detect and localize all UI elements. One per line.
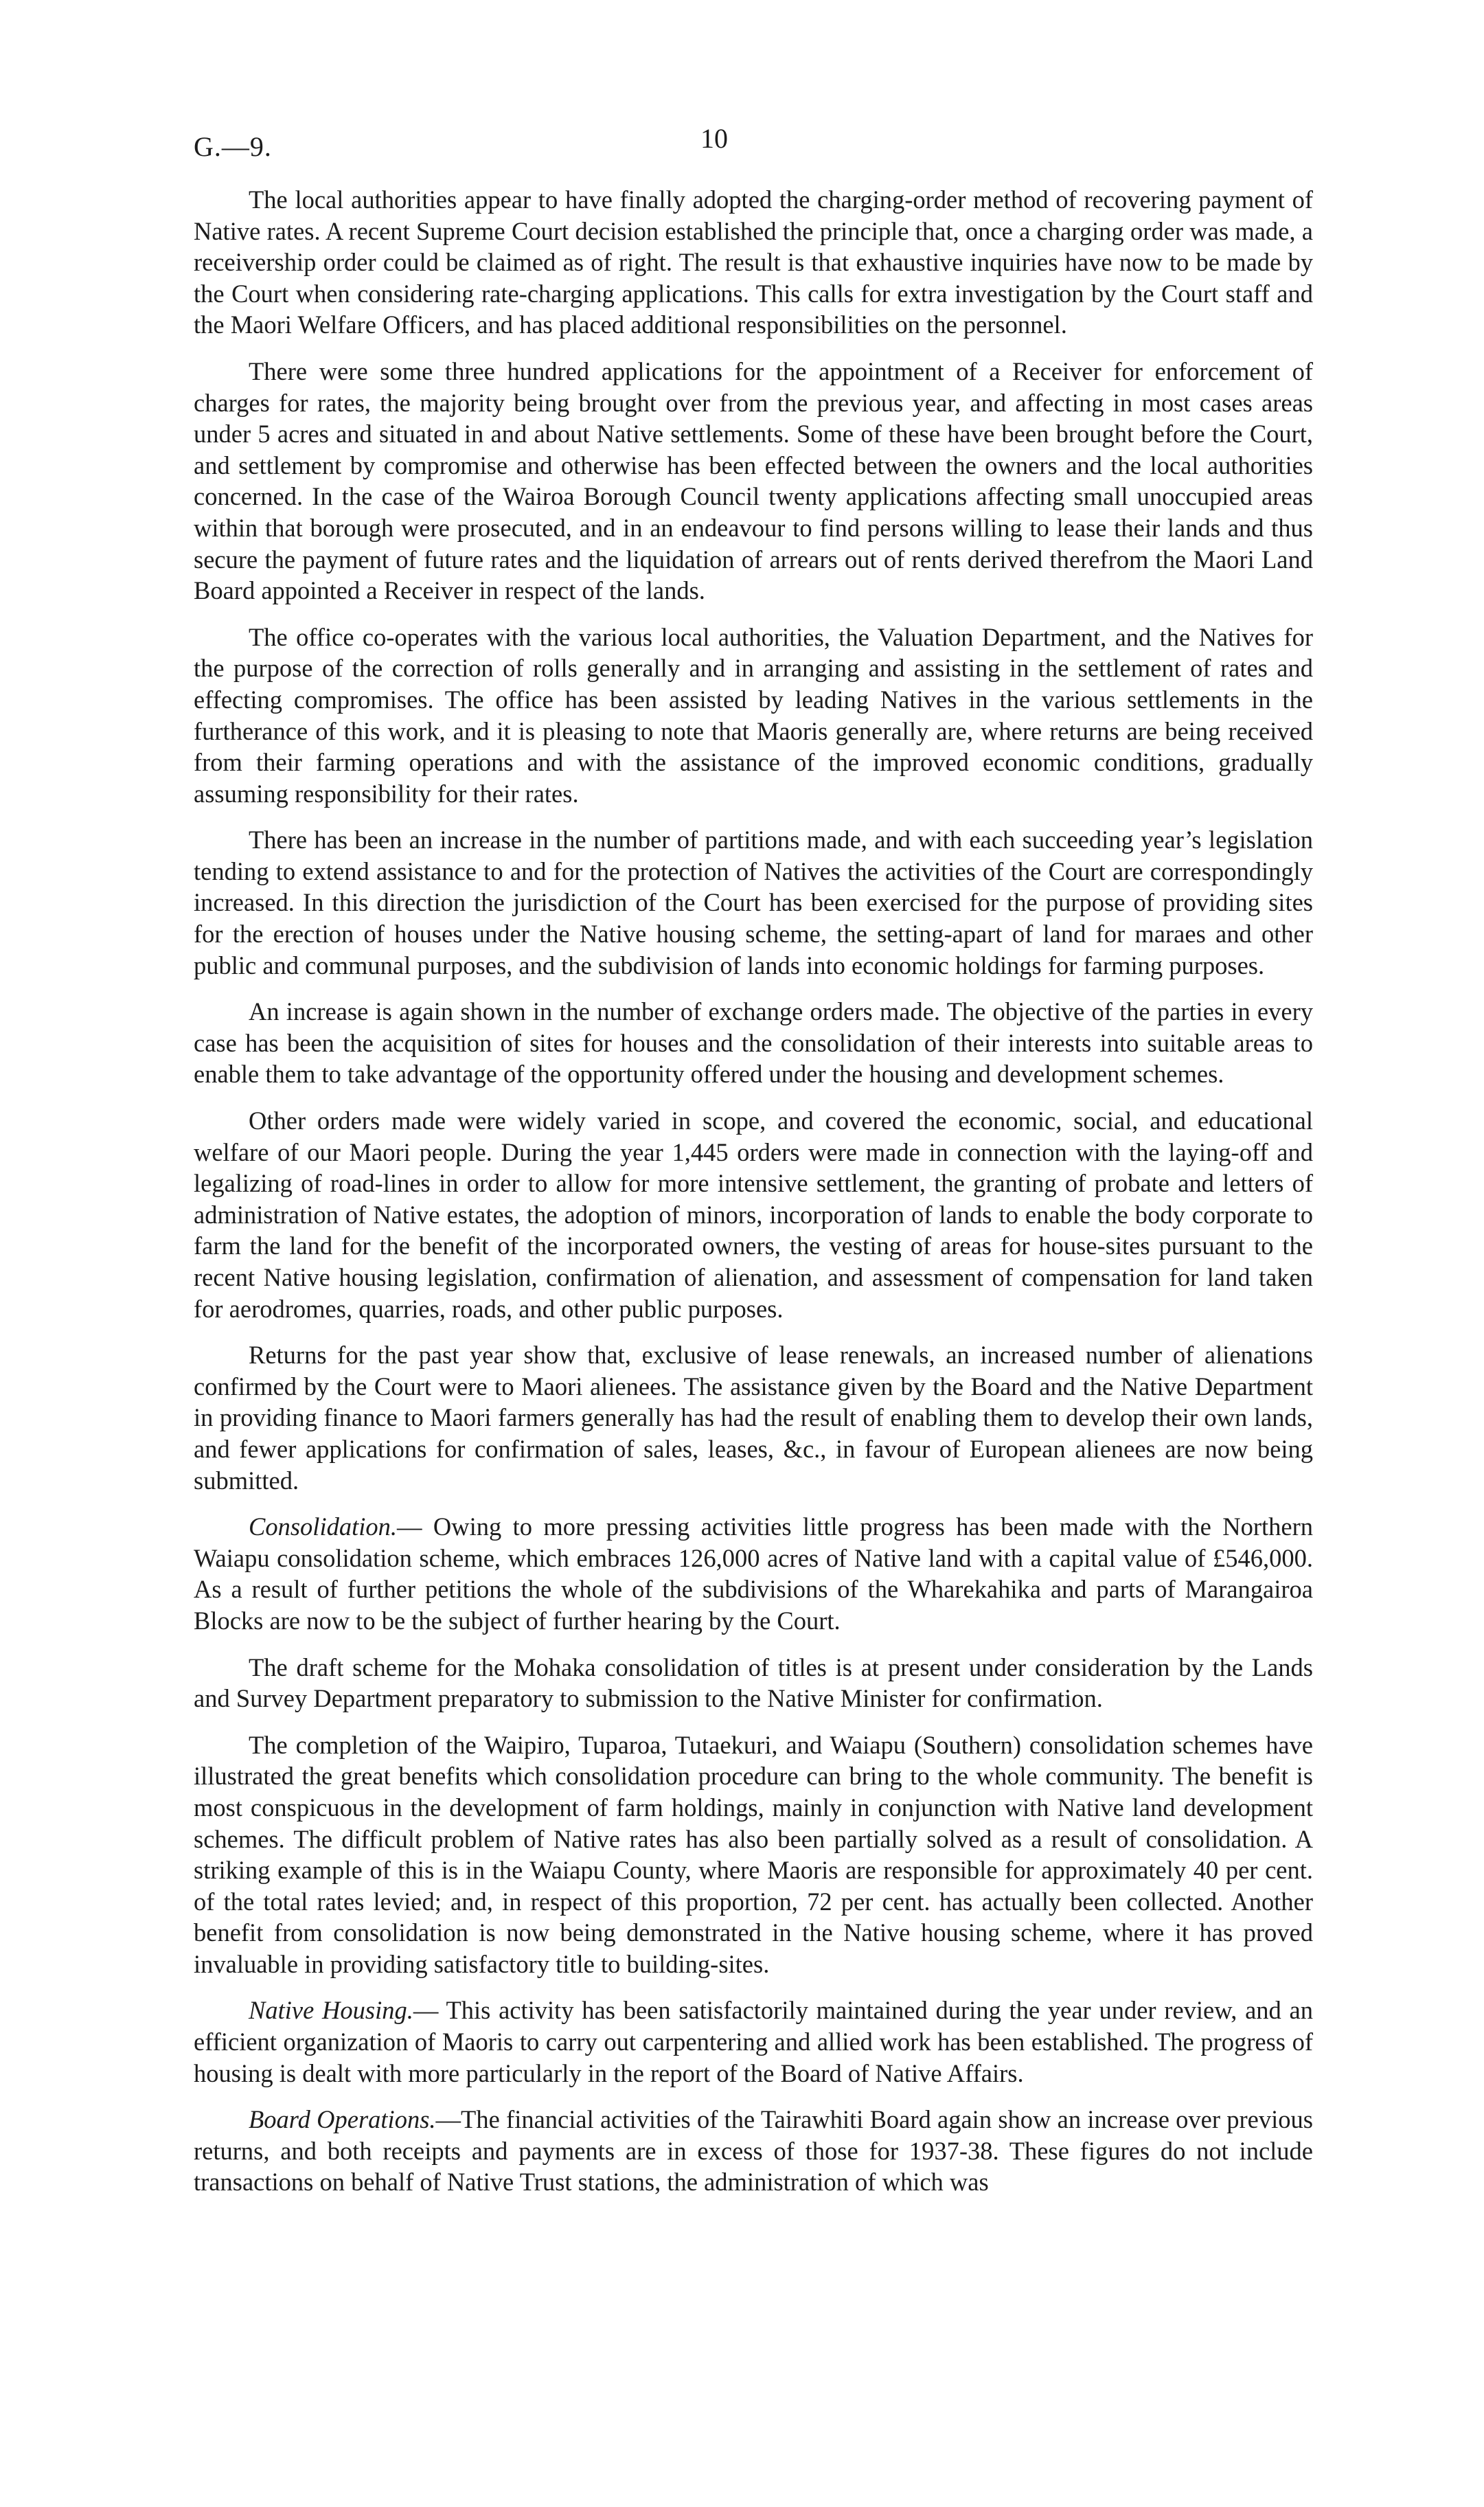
paragraph-receiver-applications: There were some three hundred applications for the appointment of a Receiver for enforcement of charges for rates, the majority being brought over from the previous year, and affecting in most cases areas under 5 acres and situated in and about Native settlements. Some of these have been brought before the Court, and settlement by compromise and otherwise has been effected between the owners and the local authorities concerned. In the case of the Wairoa Borough Council twenty applications affecting small unoccupied areas within that borough were prosecuted, and in an endeavour to find persons willing to lease their lands and thus secure the payment of future rates and the liquidation of arrears out of rents derived therefrom the Maori Land Board appointed a Receiver in respect of the lands. [194, 356, 1313, 605]
native-housing-text: — This activity has been satisfactorily maintained during the year under review, and an efficient organization of Maoris to carry out carpentering and allied work has been established. The progress of housing is dealt with more particularly in the report of the Board of Native Affairs. [194, 1996, 1314, 2087]
document-reference: G.—9. [194, 131, 272, 162]
paragraph-rates-charging-orders: The local authorities appear to have finally adopted the charging-order method of recovering payment of Native rates. A recent Supreme Court decision established the principle that, once a charging order was made, a receivership order could be claimed as of right. The result is that exhaustive inquiries have now to be made by the Court when considering rate-charging applications. This calls for extra investigation by the Court staff and the Maori Welfare Officers, and has placed additional responsibilities on the personnel. [194, 185, 1313, 339]
native-housing-heading: Native Housing. [249, 1996, 413, 2025]
consolidation-heading: Consolidation. [249, 1512, 397, 1541]
paragraph-partitions: There has been an increase in the number of partitions made, and with each succeeding year’s legislation tending to extend assistance to and for the protection of Natives the activities of the Court are correspondingly increased. In this direction the jurisdiction of the Court has been exercised for the purpose of providing sites for the erection of houses under the Native housing scheme, the setting-apart of land for maraes and other public and communal purposes, and the subdivision of lands into economic holdings for farming purposes. [194, 826, 1313, 979]
paragraph-native-housing [194, 1995, 1313, 2089]
board-operations-text: —The financial activities of the Tairawhiti Board again show an increase over previous returns, and both receipts and payments are in excess of those for 1937-38. These figures do not include transactions on behalf of Native Trust stations, the administration of which was [194, 2105, 1313, 2197]
paragraph-exchange-orders: An increase is again shown in the number of exchange orders made. The objective of the parties in every case has been the acquisition of sites for houses and the consolidation of their interests into suitable areas to enable them to take advantage of the opportunity offered under the housing and development schemes. [194, 997, 1313, 1089]
page-number: 10 [700, 123, 728, 154]
paragraph-mohaka-scheme: The draft scheme for the Mohaka consolidation of titles is at present under consideration by the Lands and Survey Department preparatory to submission to the Native Minister for confirmation. [194, 1653, 1313, 1713]
paragraph-consolidation [194, 1511, 1313, 1636]
paragraph-alienations: Returns for the past year show that, exclusive of lease renewals, an increased number of alienations confirmed by the Court were to Maori alienees. The assistance given by the Board and the Native Department in providing finance to Maori farmers generally has had the result of enabling them to develop their own lands, and fewer applications for confirmation of sales, leases, &c., in favour of European alienees are now being submitted. [194, 1341, 1313, 1495]
board-operations-heading: Board Operations. [249, 2105, 436, 2134]
paragraph-other-orders: Other orders made were widely varied in scope, and covered the economic, social, and educational welfare of our Maori people. During the year 1,445 orders were made in connection with the laying-off and legalizing of road-lines in order to allow for more intensive settlement, the granting of probate and letters of administration of Native estates, the adoption of minors, incorporation of lands to enable the body corporate to farm the land for the benefit of the incorporated owners, the vesting of areas for house-sites pursuant to the recent Native housing legislation, confirmation of alienation, and assessment of compensation for land taken for aerodromes, quarries, roads, and other public purposes. [194, 1107, 1313, 1323]
document-body [194, 184, 1313, 2213]
paragraph-office-cooperation: The office co-operates with the various local authorities, the Valuation Department, and the Natives for the purpose of the correction of rolls generally and in arranging and assisting in the settlement of rates and effecting compromises. The office has been assisted by leading Natives in the various settlements in the furtherance of this work, and it is pleasing to note that Maoris generally are, where returns are being received from their farming operations and with the assistance of the improved economic conditions, gradually assuming responsibility for their rates. [194, 622, 1313, 808]
paragraph-consolidation-benefits: The completion of the Waipiro, Tuparoa, Tutaekuri, and Waiapu (Southern) consolidation schemes have illustrated the great benefits which consolidation procedure can bring to the whole community. The benefit is most conspicuous in the development of farm holdings, mainly in conjunction with Native land development schemes. The difficult problem of Native rates has also been partially solved as a result of consolidation. A striking example of this is in the Waiapu County, where Maoris are responsible for approximately 40 per cent. of the total rates levied; and, in respect of this proportion, 72 per cent. has actually been collected. Another benefit from consolidation is now being demonstrated in the Native housing scheme, where it has proved invaluable in providing satisfactory title to building-sites. [194, 1730, 1313, 1978]
consolidation-text: — Owing to more pressing activities little progress has been made with the Northern Waiapu consolidation scheme, which embraces 126,000 acres of Native land with a capital value of £546,000. As a result of further petitions the whole of the subdivisions of the Wharekahika and parts of Marangairoa Blocks are now to be the subject of further hearing by the Court. [194, 1512, 1313, 1635]
paragraph-board-operations [194, 2104, 1313, 2198]
